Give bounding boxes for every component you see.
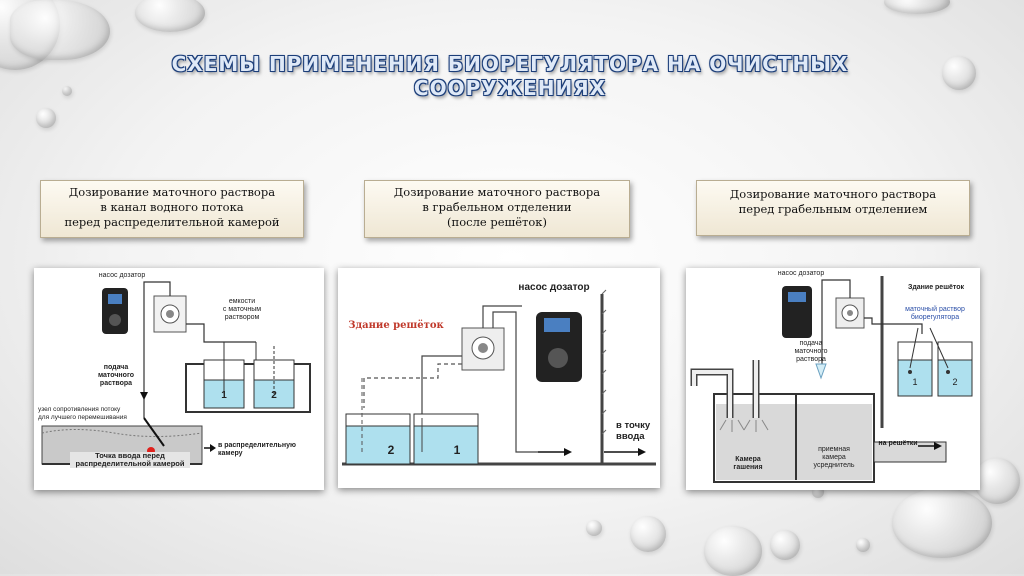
water-drop-decoration [630,516,666,552]
flow-arrow-icon [210,444,216,452]
water-drop-decoration [704,526,762,576]
entry-label: Точка ввода перед распределительной камерой [70,452,190,468]
feed-label: подача маточного раствора [794,340,828,363]
to-entry-arrow-icon [638,448,646,456]
feed-arrow-icon [816,364,826,378]
water-drop-decoration [974,458,1020,504]
tank-2-number: 2 [952,377,958,387]
water-drop-decoration [586,520,602,536]
water-drop-decoration [62,86,72,96]
water-drop-decoration [856,538,870,552]
pump-label: насос дозатор [518,282,590,293]
water-drop-decoration [770,530,800,560]
tank-2-number: 2 [387,443,395,457]
receiving-chamber-label: приемная камера усреднитель [813,446,855,469]
water-drop-decoration [942,56,976,90]
water-drop-decoration [884,0,950,14]
water-drop-decoration [892,488,992,558]
scheme-3-diagram [686,268,980,490]
flow-arrow-icon [564,448,572,456]
scheme-2-caption: Дозирование маточного раствора в грабельном отделении (после решёток) [364,180,630,238]
tank-1-number: 1 [453,443,461,457]
tank-1-number: 1 [221,390,227,401]
tank-1-number: 1 [912,377,918,387]
to-chamber-label: в распределительную камеру [218,442,296,457]
tank-2 [346,426,410,464]
tanks-label: емкости с маточным раствором [222,298,262,321]
tank-1 [414,426,478,464]
mother-solution-label: маточный раствор биорегулятора [905,306,965,321]
pump-label: насос дозатор [98,272,146,279]
scheme-1-diagram [34,268,324,490]
tank-2-number: 2 [271,390,277,401]
quench-chamber-label: Камера гашения [733,456,763,471]
building-label: Здание решёток [348,320,444,331]
down-arrow-icon [140,392,148,400]
scheme-2-diagram [338,268,660,488]
water-drop-decoration [135,0,205,32]
pump-label: насос дозатор [777,270,825,277]
node-label: узел сопротивления потоку для лучшего перемешивания [38,406,127,421]
scheme-3-caption: Дозирование маточного раствора перед грабельным отделением [696,180,970,236]
scheme-1-caption: Дозирование маточного раствора в канал водного потока перед распределительной камерой [40,180,304,238]
water-drop-decoration [36,108,56,128]
feed-label: подача маточного раствора [97,364,135,387]
to-screens-label: на решётки [878,440,918,447]
scheme-2-drawing [338,268,660,488]
water-drop-decoration [10,0,110,60]
to-entry-label: в точку ввода [616,420,651,442]
slide-title: СХЕМЫ ПРИМЕНЕНИЯ БИОРЕГУЛЯТОРА НА ОЧИСТНЫХ СООРУЖЕНИЯХ [171,52,849,100]
building-label: Здание решёток [907,284,965,291]
